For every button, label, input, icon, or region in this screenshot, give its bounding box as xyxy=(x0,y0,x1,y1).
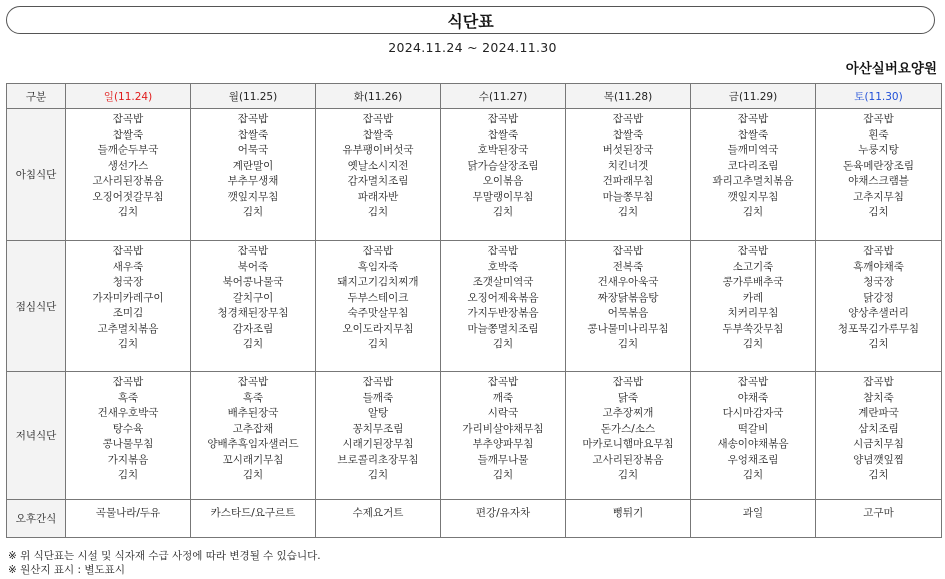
menu-item: 다시마감자국 xyxy=(722,407,784,419)
breakfast-row xyxy=(7,109,942,241)
day-header-saturday: 토(11.30) xyxy=(816,84,942,109)
menu-item: 옛날소시지전 xyxy=(347,159,409,172)
menu-item: 찹쌀죽 xyxy=(612,128,644,141)
menu-item: 고추잡채 xyxy=(232,422,274,435)
menu-item: 조미김 xyxy=(112,307,144,319)
menu-cell-sunday xyxy=(66,500,191,538)
notes xyxy=(8,549,321,577)
menu-item: 카스타드/요구르트 xyxy=(210,507,296,519)
menu-item: 떡갈비 xyxy=(737,422,769,435)
menu-item: 시락국 xyxy=(487,407,519,419)
menu-item: 과일 xyxy=(742,507,764,519)
menu-item: 잡곡밥 xyxy=(487,113,519,125)
menu-item: 마늘쫑멸치조림 xyxy=(467,322,539,335)
menu-item: 계란파국 xyxy=(858,407,899,419)
menu-item: 계란말이 xyxy=(232,159,274,172)
menu-item: 뻥튀기 xyxy=(612,507,644,519)
menu-item: 김치 xyxy=(742,469,764,481)
menu-item: 잡곡밥 xyxy=(237,376,269,388)
menu-cell-wednesday xyxy=(441,109,566,241)
menu-item: 삼치조림 xyxy=(858,422,899,435)
menu-item: 김치 xyxy=(617,469,639,481)
menu-item: 감자멸치조림 xyxy=(347,175,409,187)
menu-item: 두부스테이크 xyxy=(347,291,409,304)
menu-item: 어묵볶음 xyxy=(607,307,649,319)
menu-item: 오징어젓갈무침 xyxy=(92,190,164,203)
menu-item: 흑죽 xyxy=(117,391,139,404)
menu-item: 청국장 xyxy=(112,276,144,288)
menu-cell-tuesday xyxy=(316,500,441,538)
menu-item: 잡곡밥 xyxy=(863,376,894,388)
menu-item: 고추지무침 xyxy=(853,190,904,203)
menu-item: 돈육메란장조림 xyxy=(842,159,914,172)
menu-item: 갈치구이 xyxy=(232,291,274,304)
day-header-friday: 금(11.29) xyxy=(691,84,816,109)
menu-cell-wednesday xyxy=(441,372,566,500)
header-row xyxy=(7,84,942,109)
menu-item: 고추장찌개 xyxy=(602,407,654,419)
menu-cell-tuesday xyxy=(316,241,441,372)
menu-item: 감자조림 xyxy=(232,322,274,335)
menu-item: 흑임자죽 xyxy=(357,260,399,273)
menu-item: 잡곡밥 xyxy=(737,245,769,257)
menu-item: 김치 xyxy=(242,206,264,218)
menu-cell-friday xyxy=(691,372,816,500)
menu-cell-thursday xyxy=(566,500,691,538)
menu-item: 마늘쫑무침 xyxy=(602,190,654,203)
date-range: 2024.11.24 ~ 2024.11.30 xyxy=(388,40,557,55)
menu-cell-wednesday xyxy=(441,500,566,538)
menu-item: 잡곡밥 xyxy=(362,113,394,125)
menu-item: 유부팽이버섯국 xyxy=(342,144,414,156)
menu-item: 참치죽 xyxy=(863,391,894,404)
menu-item: 편강/유자차 xyxy=(475,507,531,519)
menu-item: 가지두반장볶음 xyxy=(467,307,539,319)
menu-item: 콩가루배추국 xyxy=(722,276,784,288)
menu-item: 오이도라지무침 xyxy=(342,322,414,335)
menu-cell-thursday xyxy=(566,109,691,241)
menu-item: 오징어제육볶음 xyxy=(467,291,539,304)
menu-item: 소고기죽 xyxy=(732,260,774,273)
menu-item: 잡곡밥 xyxy=(237,245,269,257)
menu-item: 양배추흑임자샐러드 xyxy=(207,438,299,450)
menu-item: 찹쌀죽 xyxy=(362,128,394,141)
menu-cell-tuesday xyxy=(316,109,441,241)
menu-item: 건파래무침 xyxy=(602,175,654,187)
menu-item: 곡물나라/두유 xyxy=(95,507,161,519)
menu-item: 꽁치무조림 xyxy=(352,422,404,435)
menu-cell-saturday xyxy=(816,241,942,372)
menu-item: 닭강정 xyxy=(863,291,894,304)
lunch-row xyxy=(7,241,942,372)
page-title xyxy=(6,6,935,34)
menu-item: 잡곡밥 xyxy=(487,376,519,388)
menu-item: 치커리무침 xyxy=(727,307,779,319)
menu-item: 잡곡밥 xyxy=(487,245,519,257)
menu-item: 들깨순두부국 xyxy=(97,144,159,156)
menu-cell-monday xyxy=(191,241,316,372)
menu-item: 부추양파무침 xyxy=(472,438,534,450)
menu-cell-friday xyxy=(691,241,816,372)
menu-item: 김치 xyxy=(868,206,889,218)
day-header-monday: 월(11.25) xyxy=(191,84,316,109)
menu-item: 잡곡밥 xyxy=(863,113,894,125)
menu-item: 고구마 xyxy=(863,507,894,519)
menu-item: 조갯살미역국 xyxy=(472,276,534,288)
menu-cell-saturday xyxy=(816,372,942,500)
menu-item: 흑깨야채죽 xyxy=(853,260,904,273)
menu-item: 김치 xyxy=(492,338,514,350)
menu-item: 야채죽 xyxy=(737,391,769,404)
menu-item: 꼬시래기무침 xyxy=(222,453,284,466)
menu-item: 카레 xyxy=(742,291,764,304)
menu-item: 콩나물무침 xyxy=(102,438,154,450)
menu-item: 깻잎지무침 xyxy=(727,190,779,203)
menu-item: 들깨무나물 xyxy=(477,453,529,466)
menu-item: 새우죽 xyxy=(112,260,144,273)
menu-item: 버섯된장국 xyxy=(602,144,654,156)
menu-item: 고사리된장볶음 xyxy=(592,453,664,466)
menu-item: 건새우호박국 xyxy=(97,407,159,419)
menu-cell-saturday xyxy=(816,109,942,241)
menu-item: 코다리조림 xyxy=(727,159,779,172)
menu-item: 숙주맛살무침 xyxy=(347,307,409,319)
corner-header: 구분 xyxy=(7,84,66,109)
menu-item: 고추멸치볶음 xyxy=(97,322,159,335)
snack-row xyxy=(7,500,942,538)
meal-label: 아침식단 xyxy=(7,109,66,241)
menu-item: 청경채된장무침 xyxy=(217,307,289,319)
menu-item: 잡곡밥 xyxy=(737,376,769,388)
menu-item: 김치 xyxy=(742,206,764,218)
day-header-thursday: 목(11.28) xyxy=(566,84,691,109)
menu-item: 양념깻잎찜 xyxy=(853,453,904,466)
menu-cell-tuesday xyxy=(316,372,441,500)
menu-item: 잡곡밥 xyxy=(863,245,894,257)
menu-item: 흰죽 xyxy=(868,128,889,141)
menu-item: 들깨미역국 xyxy=(727,144,779,156)
menu-item: 고사리된장볶음 xyxy=(92,175,164,187)
menu-item: 청국장 xyxy=(863,276,894,288)
menu-item: 호박된장국 xyxy=(477,144,529,156)
menu-cell-sunday xyxy=(66,241,191,372)
menu-item: 부추무생채 xyxy=(227,175,279,187)
menu-item: 잡곡밥 xyxy=(237,113,269,125)
menu-item: 닭죽 xyxy=(617,391,639,404)
menu-item: 김치 xyxy=(117,338,139,350)
menu-cell-sunday xyxy=(66,109,191,241)
menu-item: 시금치무침 xyxy=(853,438,904,450)
menu-item: 꽈리고추멸치볶음 xyxy=(712,175,794,187)
menu-item: 잡곡밥 xyxy=(112,113,144,125)
menu-item: 잡곡밥 xyxy=(612,113,644,125)
menu-cell-monday xyxy=(191,372,316,500)
menu-item: 가리비살야채무침 xyxy=(462,422,544,435)
menu-item: 잡곡밥 xyxy=(362,376,394,388)
menu-item: 깨죽 xyxy=(492,391,514,404)
menu-item: 무말랭이무침 xyxy=(472,190,534,203)
menu-item: 생선가스 xyxy=(107,159,149,172)
menu-item: 콩나물미나리무침 xyxy=(587,322,669,335)
menu-cell-friday xyxy=(691,500,816,538)
menu-item: 브로콜리초장무침 xyxy=(337,453,419,466)
menu-item: 양상추샐러리 xyxy=(848,307,909,319)
menu-item: 김치 xyxy=(367,469,389,481)
dinner-row xyxy=(7,372,942,500)
day-header-sunday: 일(11.24) xyxy=(66,84,191,109)
menu-item: 야채스크램블 xyxy=(848,175,909,187)
menu-item: 우엉채조림 xyxy=(727,453,779,466)
menu-item: 깻잎지무침 xyxy=(227,190,279,203)
menu-item: 김치 xyxy=(367,206,389,218)
menu-item: 김치 xyxy=(242,338,264,350)
menu-item: 잡곡밥 xyxy=(612,245,644,257)
menu-item: 파래자반 xyxy=(357,190,399,203)
menu-item: 전복죽 xyxy=(612,260,644,273)
menu-item: 찹쌀죽 xyxy=(737,128,769,141)
menu-item: 배추된장국 xyxy=(227,407,279,419)
menu-item: 잡곡밥 xyxy=(362,245,394,257)
menu-item: 찹쌀죽 xyxy=(487,128,519,141)
menu-cell-saturday xyxy=(816,500,942,538)
menu-item: 가지볶음 xyxy=(107,453,149,466)
menu-item: 잡곡밥 xyxy=(612,376,644,388)
menu-item: 잡곡밥 xyxy=(112,245,144,257)
note-2: ※ 원산지 표시 : 별도표시 xyxy=(8,564,125,576)
menu-item: 들깨죽 xyxy=(362,391,394,404)
menu-item: 시래기된장무침 xyxy=(342,438,414,450)
menu-item: 흑죽 xyxy=(242,391,264,404)
menu-item: 오이볶음 xyxy=(482,175,524,187)
meal-label: 저녁식단 xyxy=(7,372,66,500)
menu-cell-sunday xyxy=(66,372,191,500)
day-header-wednesday: 수(11.27) xyxy=(441,84,566,109)
menu-item: 닭가슴살장조림 xyxy=(467,159,539,172)
menu-item: 가자미카레구이 xyxy=(92,291,164,304)
menu-item: 건새우아욱국 xyxy=(597,276,659,288)
menu-cell-monday xyxy=(191,109,316,241)
note-1: ※ 위 식단표는 시설 및 식자재 수급 사정에 따라 변경될 수 있습니다. xyxy=(8,550,321,562)
menu-item: 김치 xyxy=(367,338,389,350)
menu-item: 호박죽 xyxy=(487,260,519,273)
meal-label: 점심식단 xyxy=(7,241,66,372)
org-name: 아산실버요양원 xyxy=(845,61,937,77)
menu-table xyxy=(6,83,942,538)
meal-label: 오후간식 xyxy=(7,500,66,538)
menu-item: 두부쑥갓무침 xyxy=(722,322,784,335)
menu-item: 탕수육 xyxy=(112,422,144,435)
menu-item: 짜장닭볶음탕 xyxy=(597,291,659,304)
menu-item: 청포묵김가루무침 xyxy=(837,322,920,335)
menu-item: 돼지고기김치찌개 xyxy=(337,276,419,288)
menu-item: 마카로니햄마요무침 xyxy=(582,438,674,450)
menu-item: 돈가스/소스 xyxy=(600,422,656,435)
menu-item: 찹쌀죽 xyxy=(237,128,269,141)
menu-item: 북어죽 xyxy=(237,260,269,273)
menu-item: 김치 xyxy=(242,469,264,481)
menu-item: 김치 xyxy=(617,338,639,350)
menu-cell-thursday xyxy=(566,372,691,500)
menu-item: 치킨너겟 xyxy=(607,159,649,172)
menu-item: 김치 xyxy=(117,469,139,481)
menu-item: 누룽지탕 xyxy=(858,144,899,156)
menu-item: 김치 xyxy=(868,469,889,481)
menu-item: 김치 xyxy=(868,338,889,350)
menu-item: 찹쌀죽 xyxy=(112,128,144,141)
menu-cell-wednesday xyxy=(441,241,566,372)
menu-cell-monday xyxy=(191,500,316,538)
menu-item: 잡곡밥 xyxy=(737,113,769,125)
menu-cell-friday xyxy=(691,109,816,241)
menu-item: 새송이야채볶음 xyxy=(717,438,789,450)
menu-item: 어묵국 xyxy=(237,144,269,156)
menu-item: 김치 xyxy=(742,338,764,350)
menu-item: 김치 xyxy=(492,206,514,218)
menu-cell-thursday xyxy=(566,241,691,372)
menu-item: 김치 xyxy=(117,206,139,218)
menu-item: 김치 xyxy=(492,469,514,481)
menu-item: 수제요거트 xyxy=(352,507,404,519)
menu-item: 김치 xyxy=(617,206,639,218)
menu-item: 북어콩나물국 xyxy=(222,276,284,288)
title-text: 식단표 xyxy=(447,11,494,31)
menu-item: 알탕 xyxy=(367,407,389,419)
day-header-tuesday: 화(11.26) xyxy=(316,84,441,109)
menu-item: 잡곡밥 xyxy=(112,376,144,388)
